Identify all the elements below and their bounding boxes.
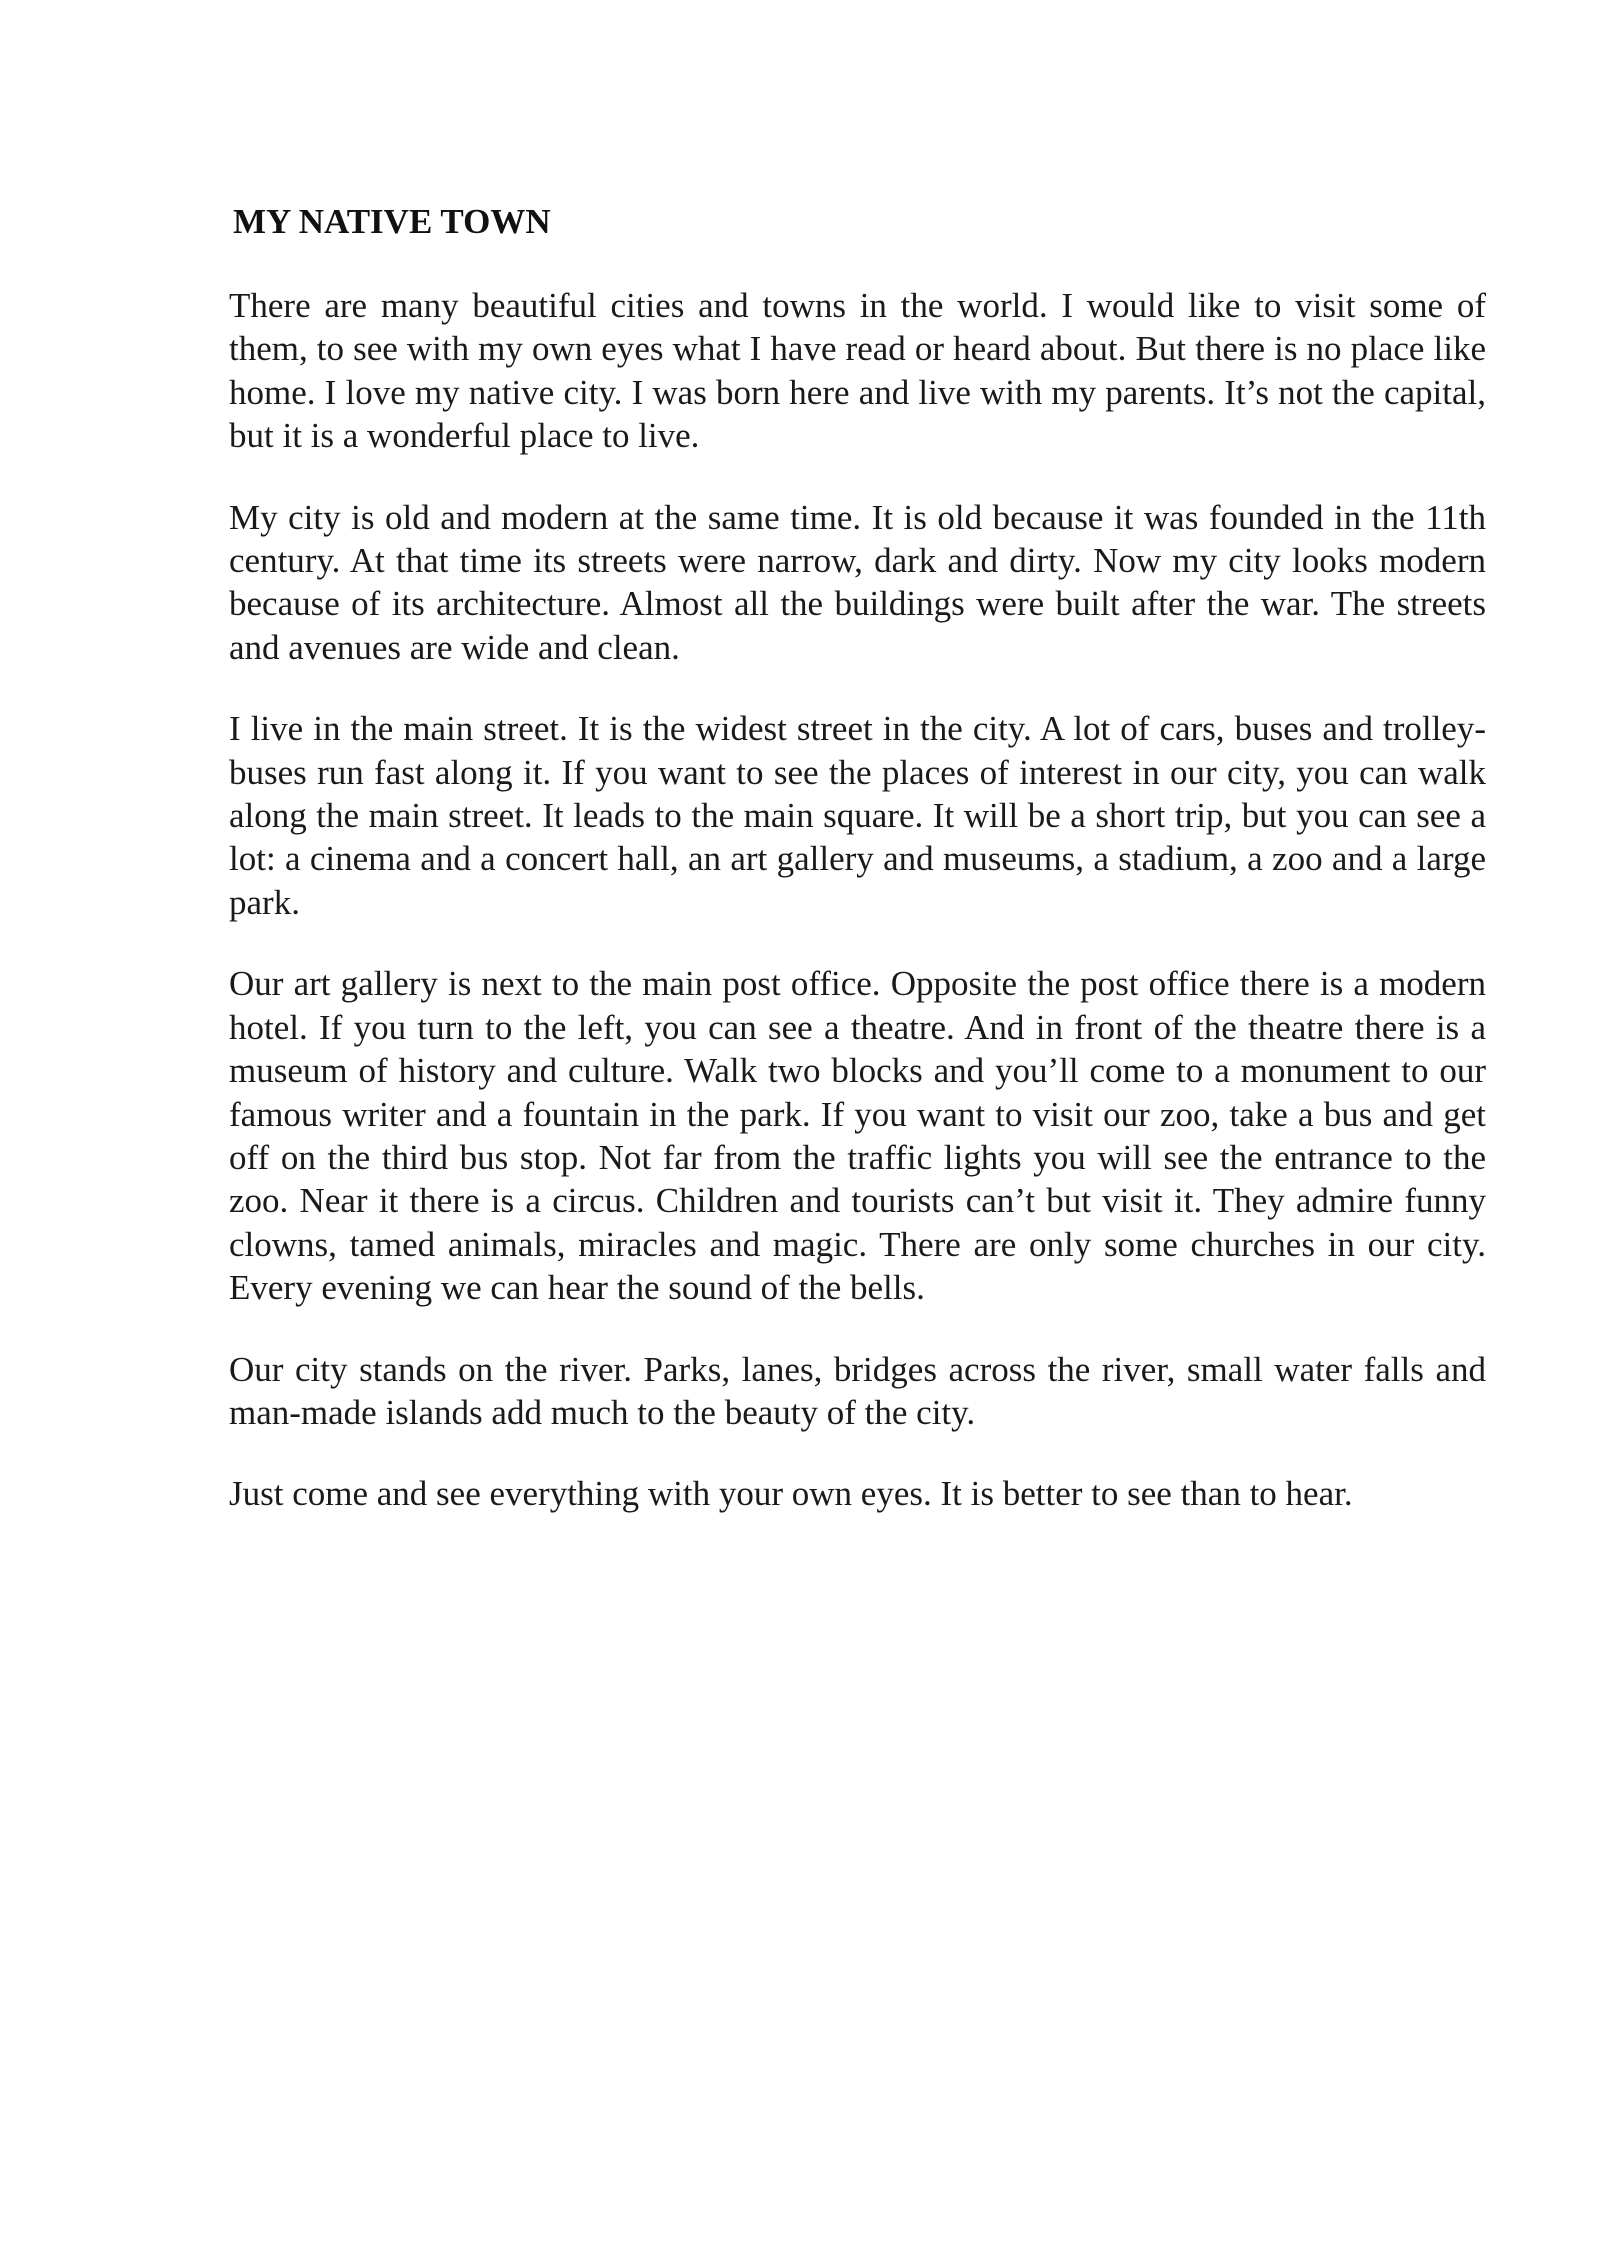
paragraph-main-street: I live in the main street. It is the widest street in the city. A lot of cars, buses and trolley-buses run fast along it. If you want to see the places of interest in our city, you can walk along the main street. It leads to the main square. It will be a short trip, but you can see a lot: a cinema and a concert hall, an art gallery and museums, a stadium, a zoo and a large park. bbox=[229, 709, 1486, 922]
paragraph-river: Our city stands on the river. Parks, lanes, bridges across the river, small water falls and man-made islands add much to the beauty of the city. bbox=[229, 1349, 1486, 1432]
paragraph-closing: Just come and see everything with your own eyes. It is better to see than to hear. bbox=[229, 1474, 1353, 1514]
paragraph-intro: There are many beautiful cities and towns in the world. I would like to visit some of them, to see with my own eyes what I have read or heard about. But there is no place like home. I love my native city. I was born here and live with my parents. It’s not the capital, but it is a wonderful place to live. bbox=[229, 286, 1486, 456]
document-body bbox=[229, 198, 1486, 1554]
document-title: MY NATIVE TOWN bbox=[233, 202, 551, 241]
paragraph-old-and-modern: My city is old and modern at the same time. It is old because it was founded in the 11th century. At that time its streets were narrow, dark and dirty. Now my city looks modern because of its architecture. Almost all the buildings were built after the war. The streets and avenues are wide and clean. bbox=[229, 497, 1486, 667]
paragraph-places-of-interest: Our art gallery is next to the main post office. Opposite the post office there is a modern hotel. If you turn to the left, you can see a theatre. And in front of the theatre there is a museum of history and culture. Walk two blocks and you’ll come to a monument to our famous writer and a fountain in the park. If you want to visit our zoo, take a bus and get off on the third bus stop. Not far from the traffic lights you will see the entrance to the zoo. Near it there is a circus. Children and tourists can’t but visit it. They admire funny clowns, tamed animals, miracles and magic. There are only some churches in our city. Every evening we can hear the sound of the bells. bbox=[229, 964, 1486, 1308]
